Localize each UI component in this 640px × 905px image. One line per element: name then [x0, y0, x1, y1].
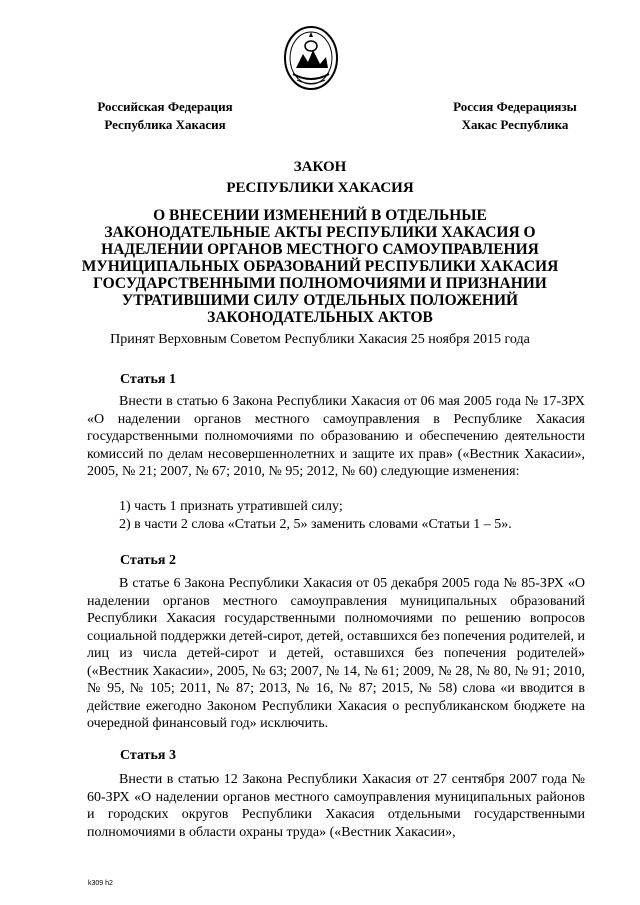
article-1-heading: Статья 1 [120, 372, 176, 387]
header-left-line1: Российская Федерация [97, 99, 233, 114]
header-left [90, 98, 240, 134]
article-1-item-2: 2) в части 2 слова «Статьи 2, 5» заменить словами «Статьи 1 – 5». [119, 517, 512, 532]
coat-of-arms-emblem [283, 24, 339, 92]
article-1-item-1: 1) часть 1 признать утратившей силу; [119, 499, 343, 514]
article-1-text: Внести в статью 6 Закона Республики Хакасия от 06 мая 2005 года № 17-ЗРХ «О наделении органов местного самоуправления в Республике Хакасия государственными полномочиями по образованию и обеспечению деятельности комиссий по делам несовершеннолетних и защите их прав» («Вестник Хакасии», 2005, № 21; 2007, № 67; 2010, № 95; 2012, № 60) следующие изменения: [87, 394, 585, 479]
law-subject: О ВНЕСЕНИИ ИЗМЕНЕНИЙ В ОТДЕЛЬНЫЕ ЗАКОНОДАТЕЛЬНЫЕ АКТЫ РЕСПУБЛИКИ ХАКАСИЯ О НАДЕЛЕНИИ ОРГАНОВ МЕСТНОГО САМОУПРАВЛЕНИЯ МУНИЦИПАЛЬНЫХ ОБРАЗОВАНИЙ РЕСПУБЛИКИ ХАКАСИЯ ГОСУДАРСТВЕННЫМИ ПОЛНОМОЧИЯМИ И ПРИЗНАНИИ УТРАТИВШИМИ СИЛУ ОТДЕЛЬНЫХ ПОЛОЖЕНИЙ ЗАКОНОДАТЕЛЬНЫХ АКТОВ [81, 207, 559, 326]
article-3-heading: Статья 3 [120, 748, 176, 763]
header-left-line2: Республика Хакасия [104, 117, 226, 132]
article-2-text: В статье 6 Закона Республики Хакасия от 05 декабря 2005 года № 85-ЗРХ «О наделении органов местного самоуправления муниципальных образований Республики Хакасия государственными полномочиями по решению вопросов социальной поддержки детей-сирот, детей, оставшихся без попечения родителей, и лиц из числа детей-сирот и детей, оставшихся без попечения родителей» («Вестник Хакасии», 2005, № 63; 2007, № 14, № 61; 2009, № 28, № 80, № 91; 2010, № 95, № 105; 2011, № 87; 2013, № 16, № 87; 2015, № 58) слова «и вводится в действие ежегодно Законом Республики Хакасия о республиканском бюджете на очередной финансовый год» исключить. [87, 576, 585, 731]
footer-code: k309 h2 [88, 880, 113, 887]
law-title [0, 157, 640, 199]
law-title-line1: ЗАКОН [293, 159, 347, 175]
law-title-line2: РЕСПУБЛИКИ ХАКАСИЯ [226, 180, 414, 196]
article-3-text: Внести в статью 12 Закона Республики Хакасия от 27 сентября 2007 года № 60-ЗРХ «О наделении органов местного самоуправления муниципальных районов и городских округов Республики Хакасия отдельными государственными полномочиями в области охраны труда» («Вестник Хакасии», [87, 772, 585, 840]
header-right [440, 98, 590, 134]
header-right-line1: Россия Федерациязы [453, 99, 577, 114]
article-2-heading: Статья 2 [120, 553, 176, 568]
header-right-line2: Хакас Республика [461, 117, 569, 132]
adoption-statement: Принят Верховным Советом Республики Хакасия 25 ноября 2015 года [110, 332, 530, 347]
